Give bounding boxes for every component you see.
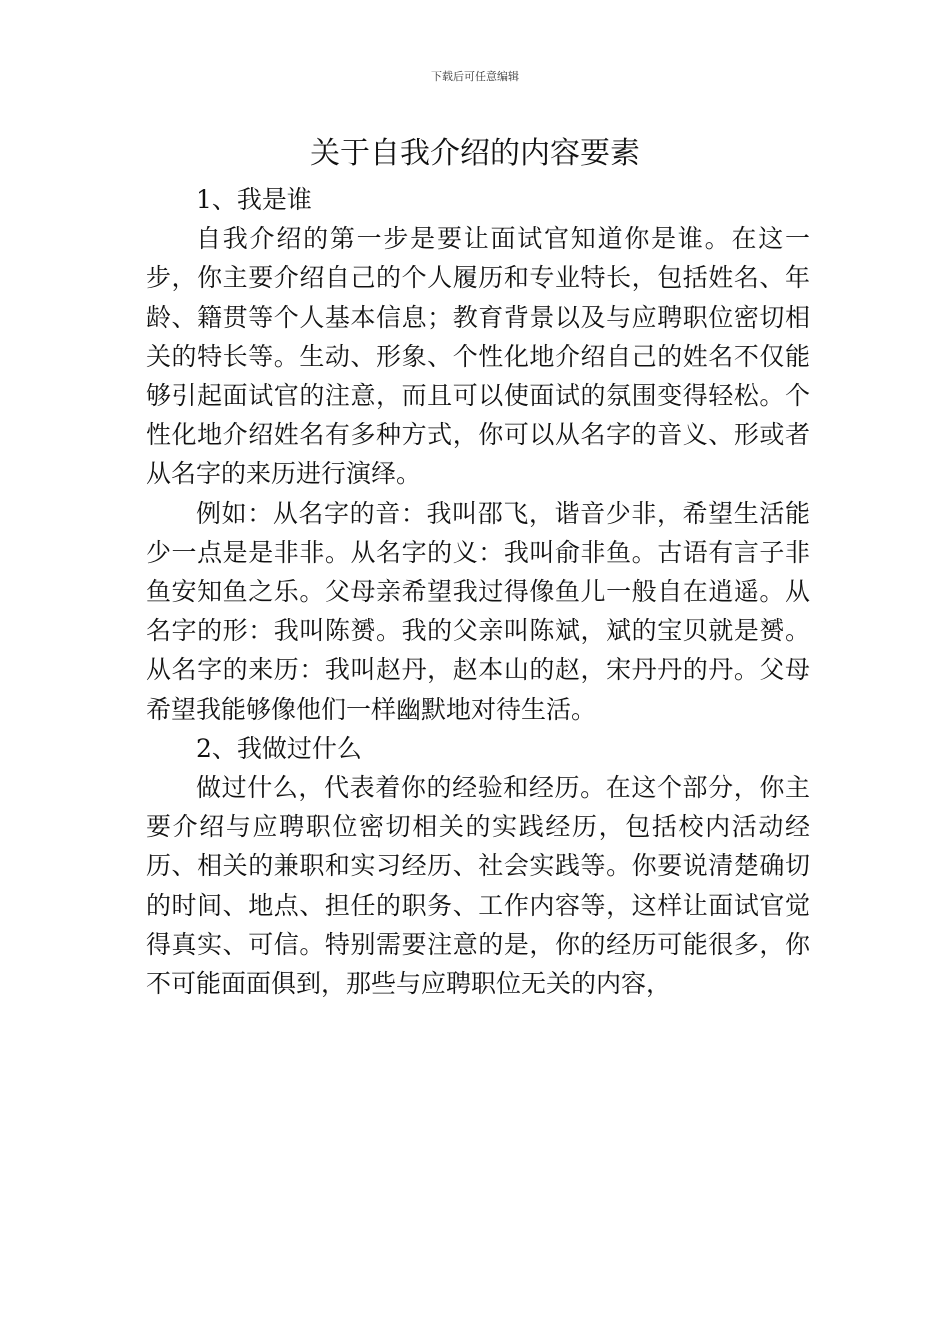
page-header-note: 下载后可任意编辑 xyxy=(431,70,519,83)
document-body xyxy=(146,180,810,1003)
paragraph-2: 例如：从名字的音：我叫邵飞，谐音少非，希望生活能少一点是是非非。从名字的义：我叫俞非鱼。古语有言子非鱼安知鱼之乐。父母亲希望我过得像鱼儿一般自在逍遥。从名字的形：我叫陈赟。我的父亲叫陈斌，斌的宝贝就是赟。从名字的来历：我叫赵丹，赵本山的赵，宋丹丹的丹。父母希望我能够像他们一样幽默地对待生活。 xyxy=(146,498,810,724)
paragraph-3: 做过什么，代表着你的经验和经历。在这个部分，你主要介绍与应聘职位密切相关的实践经历，包括校内活动经历、相关的兼职和实习经历、社会实践等。你要说清楚确切的时间、地点、担任的职务、工作内容等，这样让面试官觉得真实、可信。特别需要注意的是，你的经历可能很多，你不可能面面俱到，那些与应聘职位无关的内容， xyxy=(146,773,810,999)
section-heading-2: 2、我做过什么 xyxy=(196,733,362,763)
document-title: 关于自我介绍的内容要素 xyxy=(310,136,640,171)
section-heading-1: 1、我是谁 xyxy=(196,185,312,214)
paragraph-1: 自我介绍的第一步是要让面试官知道你是谁。在这一步，你主要介绍自己的个人履历和专业特长，包括姓名、年龄、籍贯等个人基本信息；教育背景以及与应聘职位密切相关的特长等。生动、形象、个性化地介绍自己的姓名不仅能够引起面试官的注意，而且可以使面试的氛围变得轻松。个性化地介绍姓名有多种方式，你可以从名字的音义、形或者从名字的来历进行演绎。 xyxy=(146,224,810,489)
